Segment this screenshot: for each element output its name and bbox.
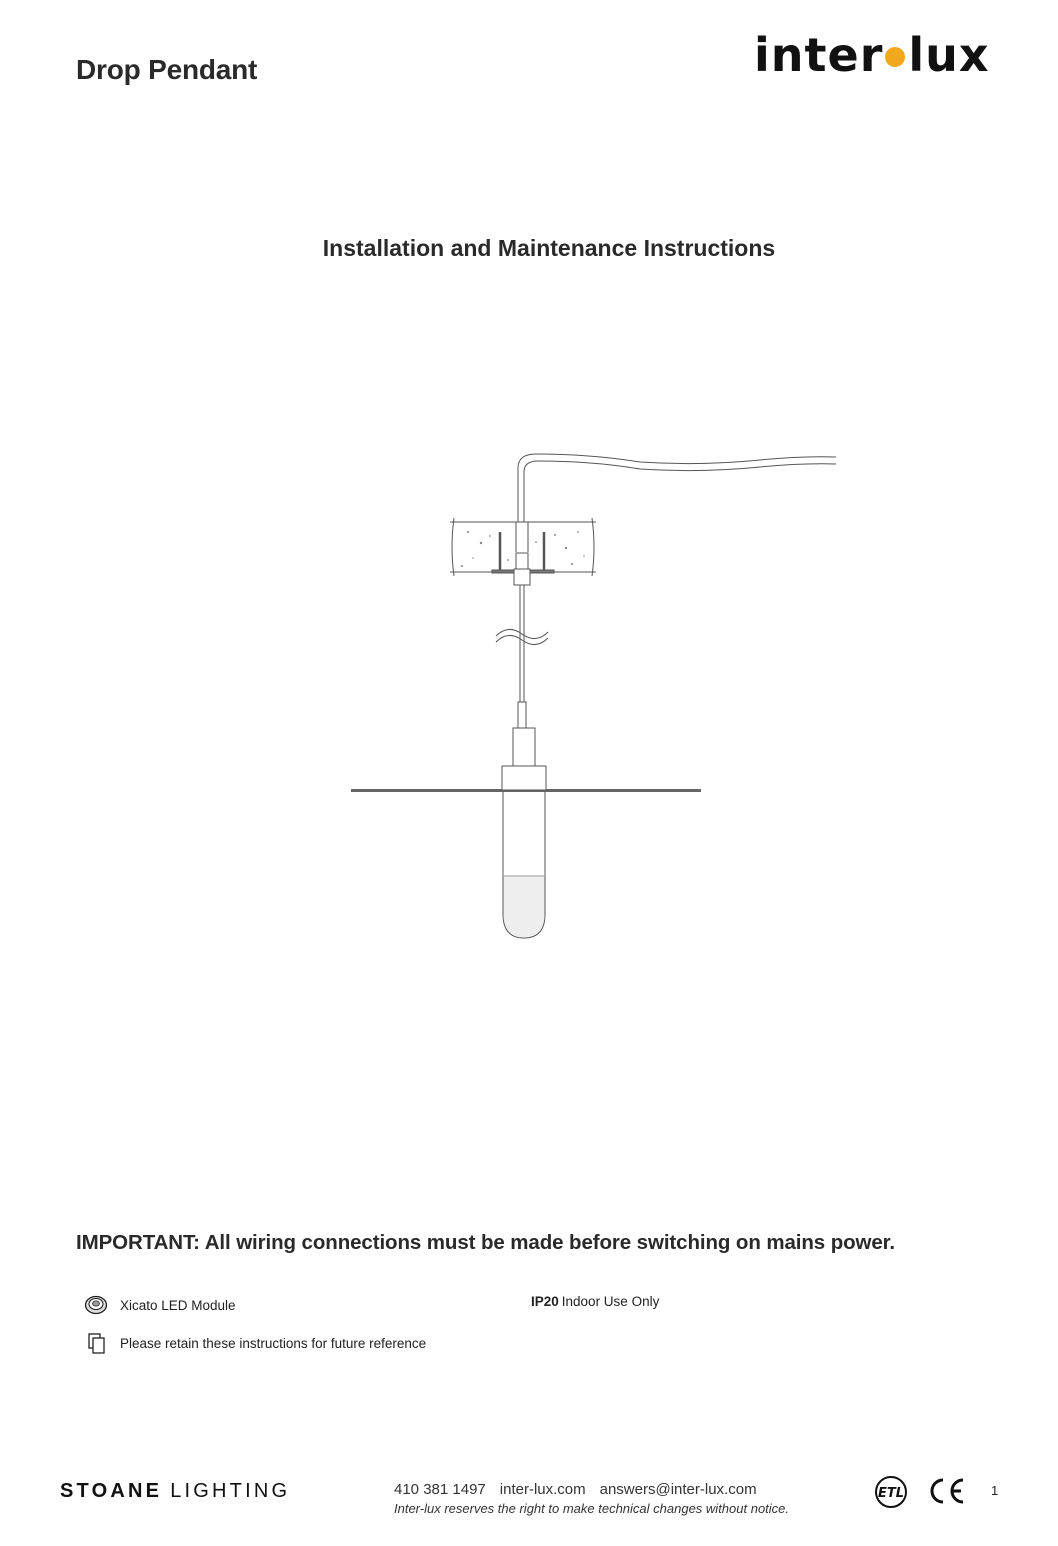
logo-text-right: lux — [908, 28, 990, 82]
document-heading: Installation and Maintenance Instructions — [322, 235, 776, 261]
ce-mark-text: CE — [927, 1474, 929, 1475]
disclaimer: Inter-lux reserves the right to make technical changes without notice. — [394, 1501, 790, 1516]
brand-light: LIGHTING — [170, 1480, 291, 1502]
led-module-icon — [84, 1294, 110, 1316]
phone-number: 410 381 1497 — [394, 1481, 486, 1498]
retain-instructions-note — [84, 1332, 426, 1354]
website-link[interactable]: inter-lux.com — [499, 1481, 586, 1498]
logo-text-left: inter — [754, 28, 884, 82]
pendant-diagram-svg — [340, 440, 860, 960]
brand-bold: STOANE — [60, 1480, 163, 1502]
email-link[interactable]: answers@inter-lux.com — [599, 1481, 757, 1498]
pendant-installation-diagram — [340, 440, 860, 965]
ip-rating-spec — [531, 1294, 659, 1309]
etl-certification-icon — [872, 1474, 910, 1515]
led-module-label: Xicato LED Module — [120, 1297, 236, 1313]
logo-dot-icon — [885, 47, 905, 67]
contact-line — [394, 1481, 771, 1498]
important-notice: IMPORTANT: All wiring connections must be made before switching on mains power. — [76, 1231, 896, 1254]
stoane-lighting-brand — [60, 1480, 290, 1503]
page-title: Drop Pendant — [76, 54, 258, 85]
ce-certification-icon — [927, 1474, 967, 1513]
ip-description: Indoor Use Only — [561, 1294, 660, 1309]
led-module-spec — [84, 1294, 236, 1316]
interlux-logo — [754, 28, 990, 82]
retain-instructions-label: Please retain these instructions for future reference — [120, 1335, 427, 1351]
ip-code: IP20 — [531, 1294, 559, 1309]
etl-mark-text: ETL — [877, 1486, 905, 1501]
documents-icon — [84, 1332, 110, 1354]
page-number: 1 — [991, 1483, 999, 1498]
